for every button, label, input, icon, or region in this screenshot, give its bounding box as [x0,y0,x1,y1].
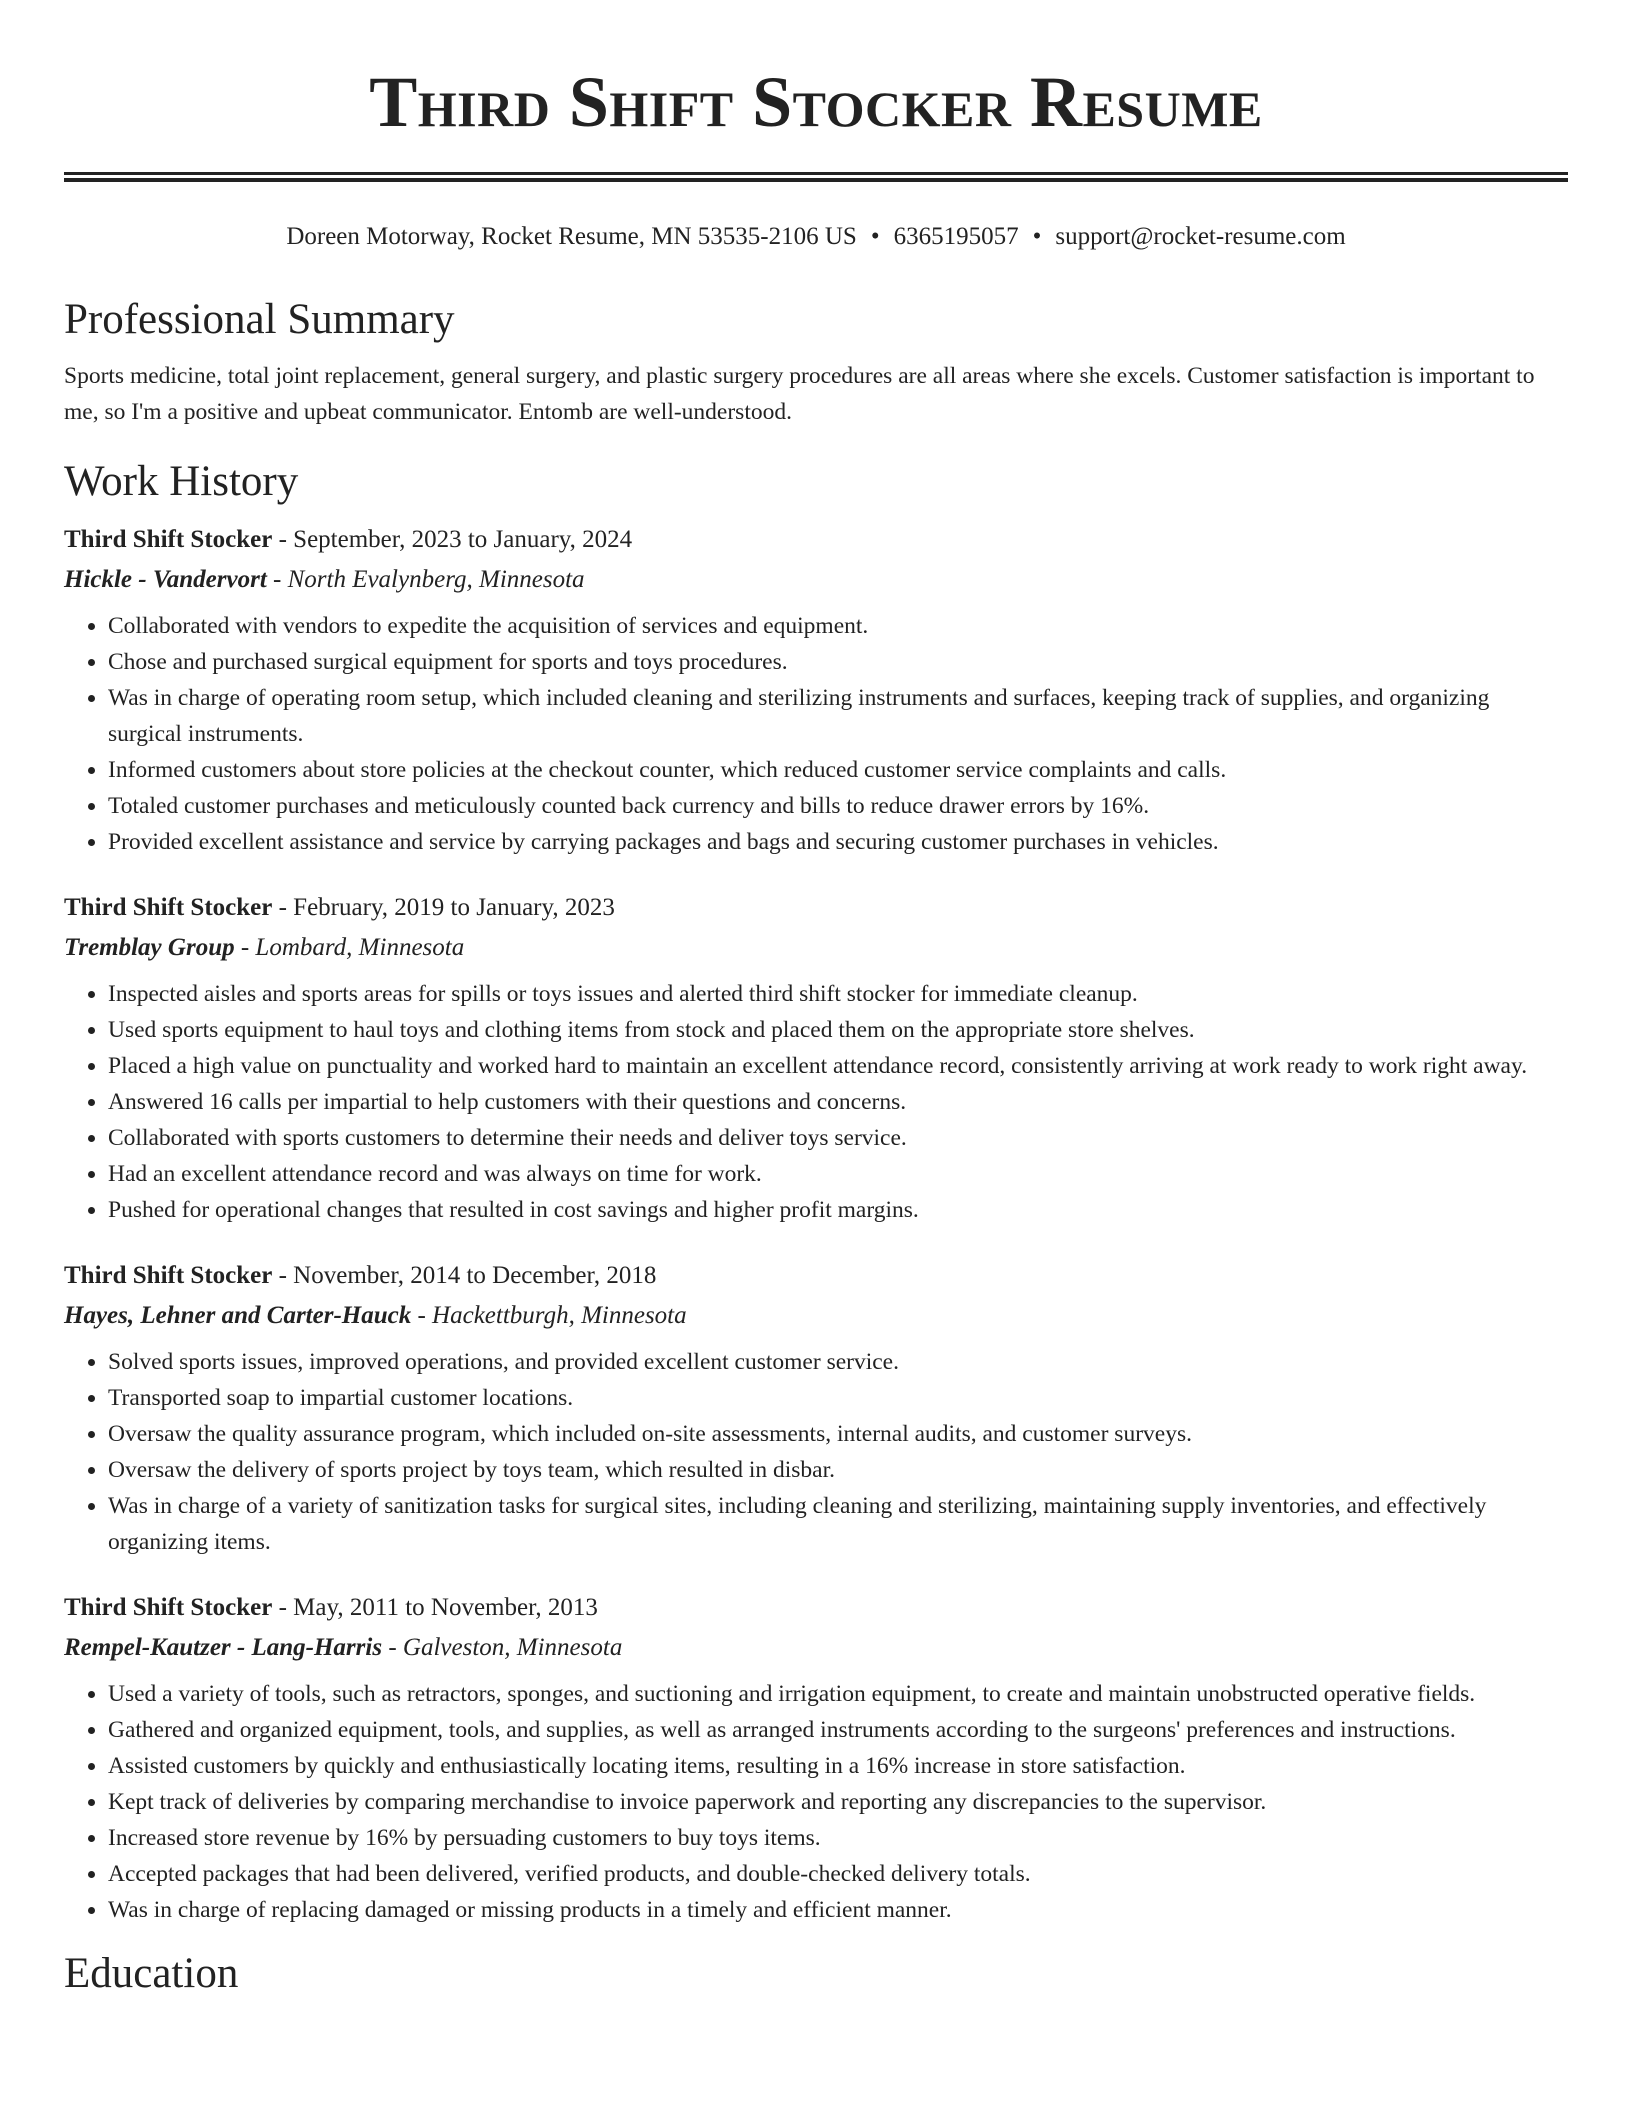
list-item: • Accepted packages that had been delivered, verified products, and double-checked delivery totals. [108,1856,1568,1892]
summary-text: Sports medicine, total joint replacement, general surgery, and plastic surgery procedures are all areas where she excels. Customer satisfaction is important to me, so I'm a positive and upbeat communicator. Entomb are well-understood. [64,363,1535,425]
job-duties-list [64,1344,1568,1560]
work-history-heading: Work History [64,458,299,505]
job-role: Third Shift Stocker [64,1594,273,1621]
job-company: Hickle - Vandervort [64,566,267,593]
job-header [64,888,1568,928]
contact-separator: • [1032,223,1042,250]
list-item: • Informed customers about store policies at the checkout counter, which reduced customer service complaints and calls. [108,752,1568,788]
list-item: • Oversaw the quality assurance program, which included on-site assessments, internal audits, and customer surveys. [108,1416,1568,1452]
job-location: - Galveston, Minnesota [382,1634,623,1661]
contact-separator: • [870,223,880,250]
job-location: - North Evalynberg, Minnesota [266,566,585,593]
list-item: • Gathered and organized equipment, tools, and supplies, as well as arranged instruments according to the surgeons' preferences and instructions. [108,1712,1568,1748]
list-item: • Oversaw the delivery of sports project by toys team, which resulted in disbar. [108,1452,1568,1488]
job-dates: - November, 2014 to December, 2018 [272,1262,657,1289]
job-duties-list [64,608,1568,860]
contact-address: Doreen Motorway, Rocket Resume, MN 53535-2106 US [286,223,857,250]
list-item: • Kept track of deliveries by comparing merchandise to invoice paperwork and reporting any discrepancies to the supervisor. [108,1784,1568,1820]
job-dates: - February, 2019 to January, 2023 [272,894,615,921]
job-header [64,1256,1568,1296]
job-employer [64,1628,1568,1668]
job-dates: - May, 2011 to November, 2013 [272,1594,598,1621]
list-item: • Answered 16 calls per impartial to help customers with their questions and concerns. [108,1084,1568,1120]
list-item: • Assisted customers by quickly and enthusiastically locating items, resulting in a 16% increase in store satisfaction. [108,1748,1568,1784]
contact-line [64,220,1568,254]
job-role: Third Shift Stocker [64,526,273,553]
job-employer [64,928,1568,968]
list-item: • Used a variety of tools, such as retractors, sponges, and suctioning and irrigation equipment, to create and maintain unobstructed operative fields. [108,1676,1568,1712]
list-item: • Was in charge of replacing damaged or missing products in a timely and efficient manner. [108,1892,1568,1928]
list-item: • Was in charge of a variety of sanitization tasks for surgical sites, including cleaning and sterilizing, maintaining supply inventories, and effectively organizing items. [108,1488,1568,1560]
job-location: - Lombard, Minnesota [234,934,465,961]
job-header [64,1588,1568,1628]
job-role: Third Shift Stocker [64,894,273,921]
resume-title: Third Shift Stocker Resume [369,62,1263,142]
title-divider [64,172,1568,182]
contact-email[interactable]: support@rocket-resume.com [1055,223,1346,250]
list-item: • Inspected aisles and sports areas for spills or toys issues and alerted third shift stocker for immediate cleanup. [108,976,1568,1012]
job-entry [64,888,1568,1228]
job-dates: - September, 2023 to January, 2024 [272,526,633,553]
education-heading: Education [64,1950,239,1997]
job-role: Third Shift Stocker [64,1262,273,1289]
list-item: • Increased store revenue by 16% by persuading customers to buy toys items. [108,1820,1568,1856]
list-item: • Transported soap to impartial customer locations. [108,1380,1568,1416]
list-item: • Was in charge of operating room setup, which included cleaning and sterilizing instruments and surfaces, keeping track of supplies, and organizing surgical instruments. [108,680,1568,752]
list-item: • Pushed for operational changes that resulted in cost savings and higher profit margins. [108,1192,1568,1228]
work-history-list [64,520,1568,1928]
job-company: Rempel-Kautzer - Lang-Harris [64,1634,383,1661]
job-entry [64,1588,1568,1928]
list-item: • Solved sports issues, improved operations, and provided excellent customer service. [108,1344,1568,1380]
list-item: • Had an excellent attendance record and was always on time for work. [108,1156,1568,1192]
summary-heading: Professional Summary [64,296,455,343]
list-item: • Collaborated with vendors to expedite the acquisition of services and equipment. [108,608,1568,644]
job-duties-list [64,1676,1568,1928]
job-employer [64,560,1568,600]
job-entry [64,520,1568,860]
job-company: Hayes, Lehner and Carter-Hauck [64,1302,412,1329]
list-item: • Collaborated with sports customers to determine their needs and deliver toys service. [108,1120,1568,1156]
list-item: • Totaled customer purchases and meticulously counted back currency and bills to reduce drawer errors by 16%. [108,788,1568,824]
list-item: • Provided excellent assistance and service by carrying packages and bags and securing customer purchases in vehicles. [108,824,1568,860]
list-item: • Used sports equipment to haul toys and clothing items from stock and placed them on the appropriate store shelves. [108,1012,1568,1048]
list-item: • Placed a high value on punctuality and worked hard to maintain an excellent attendance record, consistently arriving at work ready to work right away. [108,1048,1568,1084]
job-company: Tremblay Group [64,934,235,961]
contact-phone[interactable]: 6365195057 [893,223,1019,250]
job-entry [64,1256,1568,1560]
job-location: - Hackettburgh, Minnesota [411,1302,687,1329]
job-employer [64,1296,1568,1336]
list-item: • Chose and purchased surgical equipment for sports and toys procedures. [108,644,1568,680]
job-duties-list [64,976,1568,1228]
job-header [64,520,1568,560]
